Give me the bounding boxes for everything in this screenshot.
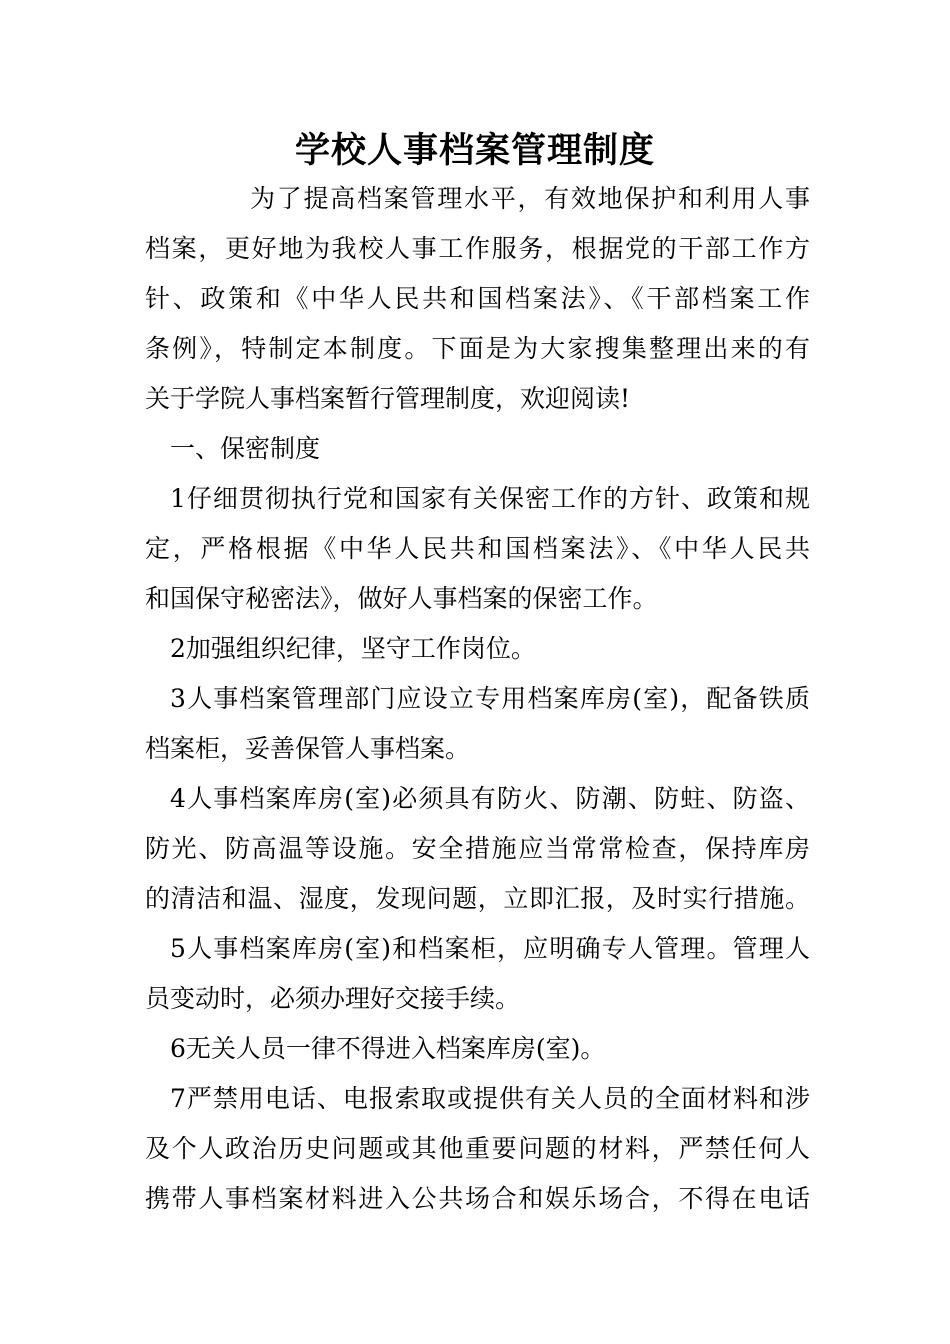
paragraph-line: 关于学院人事档案暂行管理制度，欢迎阅读! [145,384,631,413]
paragraph-line: 防光、防高温等设施。安全措施应当常常检查，保持库房 [145,834,810,863]
paragraph-line: 3人事档案管理部门应设立专用档案库房(室)，配备铁质 [170,684,810,713]
paragraph-line: 针、政策和《中华人民共和国档案法》、《干部档案工作 [145,284,810,313]
paragraph-line: 5人事档案库房(室)和档案柜，应明确专人管理。管理人 [170,934,810,963]
paragraph-line: 档案，更好地为我校人事工作服务，根据党的干部工作方 [145,234,810,263]
paragraph-line: 员变动时，必须办理好交接手续。 [145,984,521,1013]
document-title: 学校人事档案管理制度 [294,130,655,171]
paragraph-line: 6无关人员一律不得进入档案库房(室)。 [170,1034,606,1063]
paragraph-line: 4人事档案库房(室)必须具有防火、防潮、防蛀、防盗、 [170,784,810,813]
paragraph-line: 携带人事档案材料进入公共场合和娱乐场合，不得在电话 [145,1184,810,1213]
paragraph-line: 和国保守秘密法》，做好人事档案的保密工作。 [145,584,658,613]
paragraph-line: 为了提高档案管理水平，有效地保护和利用人事 [250,184,810,213]
paragraph-line: 7严禁用电话、电报索取或提供有关人员的全面材料和涉 [170,1084,810,1113]
section-heading: 一、保密制度 [170,434,321,463]
paragraph-line: 档案柜，妥善保管人事档案。 [145,734,471,763]
paragraph-line: 1仔细贯彻执行党和国家有关保密工作的方针、政策和规 [170,484,810,513]
paragraph-line: 定，严格根据《中华人民共和国档案法》、《中华人民共 [145,534,810,563]
paragraph-line: 2加强组织纪律，坚守工作岗位。 [170,634,536,663]
paragraph-line: 的清洁和温、湿度，发现问题，立即汇报，及时实行措施。 [145,884,810,913]
paragraph-line: 条例》，特制定本制度。下面是为大家搜集整理出来的有 [145,334,810,363]
paragraph-line: 及个人政治历史问题或其他重要问题的材料，严禁任何人 [145,1134,810,1163]
